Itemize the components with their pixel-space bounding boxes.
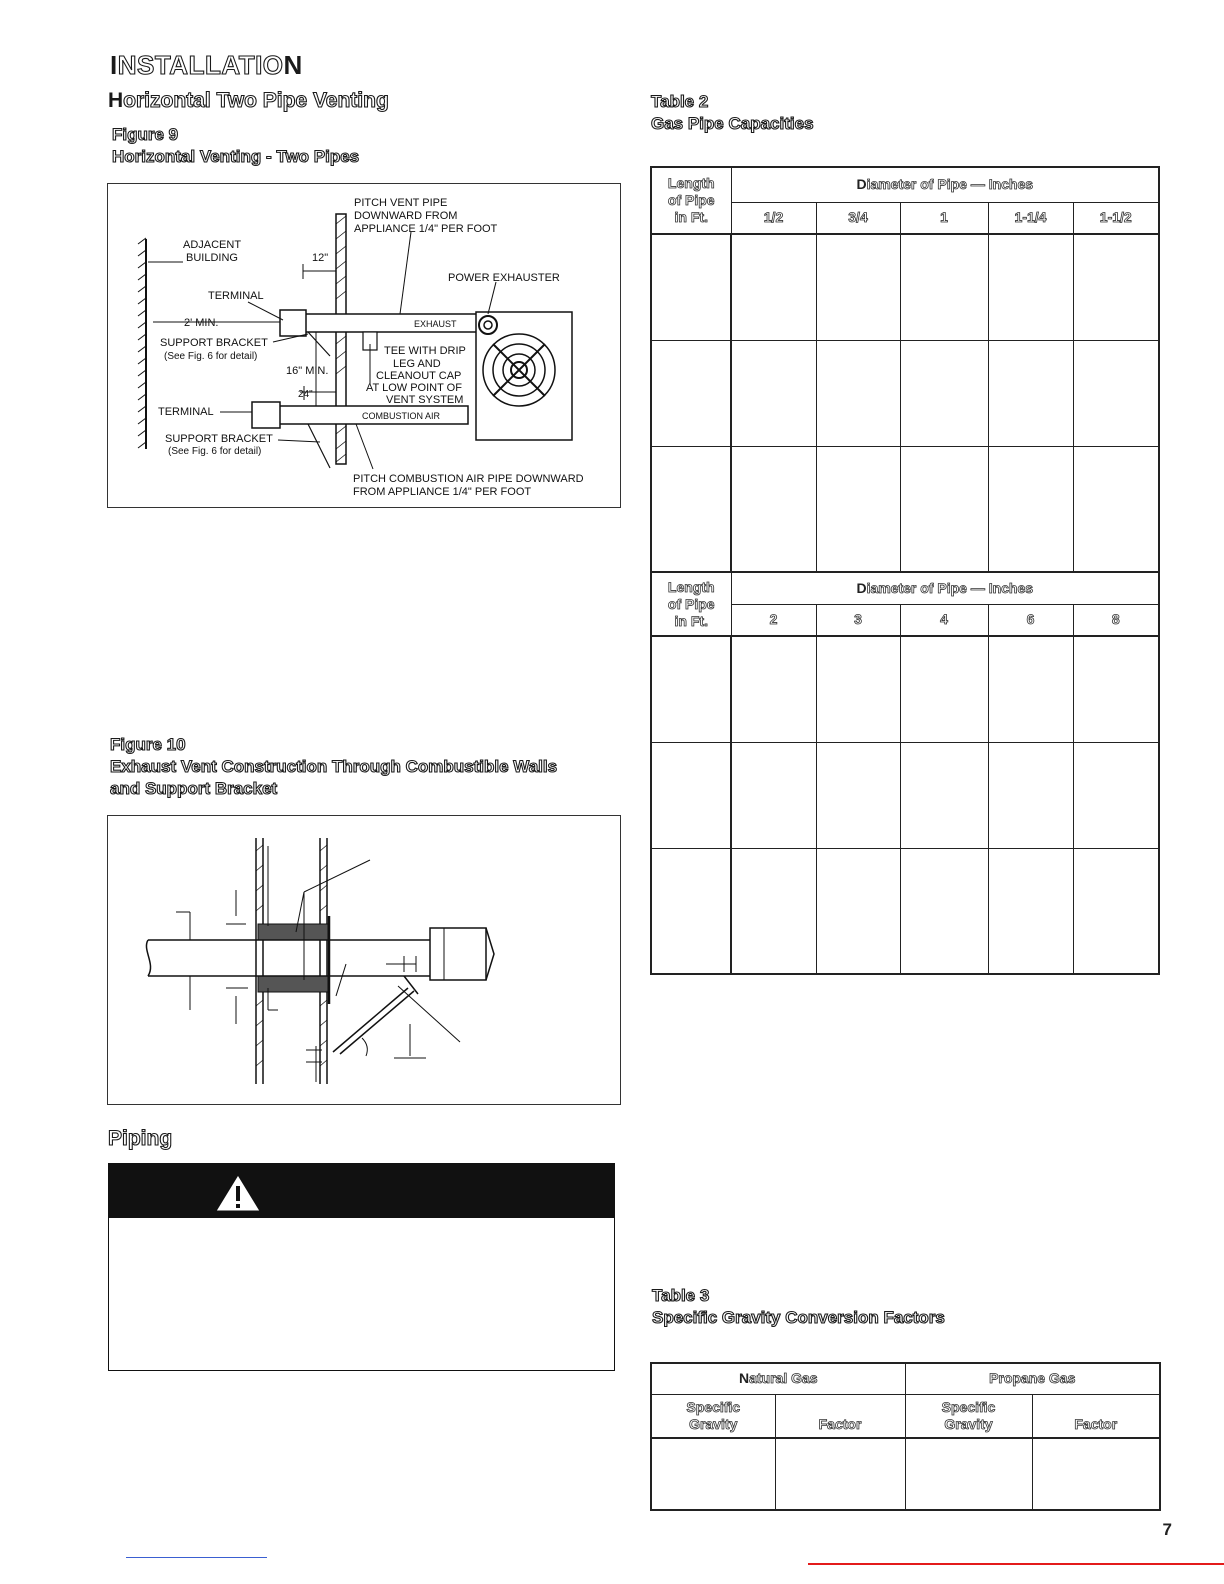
fig9-label-pitch-combustion: PITCH COMBUSTION AIR PIPE DOWNWARD — [353, 473, 584, 485]
fig9-label-support-bracket-1: SUPPORT BRACKET — [160, 337, 268, 349]
svg-text:VENT SYSTEM: VENT SYSTEM — [386, 394, 464, 406]
diameter-header-b: Diameter of Pipe — Inches — [731, 572, 1159, 604]
venting-heading: Horizontal Two Pipe Venting — [108, 89, 389, 112]
specific-gravity-header: Specific Gravity — [905, 1394, 1032, 1438]
fig9-label-exhaust: EXHAUST — [414, 319, 457, 329]
fig9-dim-16: 16" MIN. — [286, 365, 329, 377]
size-header: 3/4 — [816, 202, 900, 234]
fig9-dim-12: 12" — [312, 252, 329, 264]
svg-text:(See Fig. 6 for detail): (See Fig. 6 for detail) — [164, 351, 258, 362]
natural-gas-header: Natural Gas — [651, 1363, 905, 1394]
svg-text:(See Fig. 6 for detail): (See Fig. 6 for detail) — [168, 446, 262, 457]
table2-caption: Table 2 Gas Pipe Capacities — [651, 92, 814, 133]
figure10-box — [107, 815, 621, 1105]
size-header: 1/2 — [731, 202, 816, 234]
size-header: 2 — [731, 604, 816, 636]
svg-text:CLEANOUT CAP: CLEANOUT CAP — [376, 370, 462, 382]
fig9-label-adjacent: ADJACENT — [183, 239, 242, 251]
factor-header: Factor — [775, 1394, 905, 1438]
size-header: 1-1/4 — [988, 202, 1073, 234]
size-header: 1-1/2 — [1073, 202, 1159, 234]
page-number: 7 — [1162, 1520, 1172, 1539]
fig9-label-tee: TEE WITH DRIP — [384, 345, 466, 357]
table3-caption: Table 3 Specific Gravity Conversion Factors — [652, 1286, 945, 1327]
fig9-dim-24: 24" — [298, 389, 313, 400]
gas-pipe-capacities-table — [650, 166, 1160, 975]
length-header-a: Length of Pipe in Ft. — [651, 167, 731, 234]
svg-text:AT LOW POINT OF: AT LOW POINT OF — [366, 382, 462, 394]
size-header: 4 — [900, 604, 988, 636]
size-header: 1 — [900, 202, 988, 234]
table-row — [651, 742, 1159, 848]
table-row — [651, 848, 1159, 974]
length-header-b: Length of Pipe in Ft. — [651, 572, 731, 636]
svg-text:DOWNWARD FROM: DOWNWARD FROM — [354, 210, 458, 222]
propane-gas-header: Propane Gas — [905, 1363, 1160, 1394]
svg-text:BUILDING: BUILDING — [186, 252, 238, 264]
figure10-diagram — [108, 816, 620, 1104]
fig9-label-terminal-1: TERMINAL — [208, 290, 264, 302]
footer-accent-rule — [808, 1563, 1224, 1565]
svg-text:LEG AND: LEG AND — [393, 358, 441, 370]
specific-gravity-table — [650, 1362, 1161, 1511]
fig9-label-terminal-2: TERMINAL — [158, 406, 214, 418]
svg-text:APPLIANCE 1/4" PER FOOT: APPLIANCE 1/4" PER FOOT — [354, 223, 498, 235]
size-header: 3 — [816, 604, 900, 636]
fig9-label-support-bracket-2: SUPPORT BRACKET — [165, 433, 273, 445]
fig9-label-power-exhauster: POWER EXHAUSTER — [448, 272, 560, 284]
size-header: 8 — [1073, 604, 1159, 636]
size-header: 6 — [988, 604, 1073, 636]
piping-heading: Piping — [108, 1127, 173, 1150]
section-title: INSTALLATION — [110, 50, 303, 80]
figure9-diagram — [108, 184, 620, 507]
diameter-header-a: Diameter of Pipe — Inches — [731, 167, 1159, 202]
fig9-label-combustion-air: COMBUSTION AIR — [362, 411, 441, 421]
figure10-caption: Figure 10 Exhaust Vent Construction Through Combustible Walls and Support Bracket — [110, 735, 558, 798]
fig9-label-2-min: 2' MIN. — [184, 317, 219, 329]
footer-link-rule — [126, 1557, 267, 1558]
specific-gravity-header: Specific Gravity — [651, 1394, 775, 1438]
warning-banner — [108, 1163, 615, 1218]
table-row — [651, 234, 1159, 340]
warning-body — [108, 1218, 615, 1371]
figure9-box — [107, 183, 621, 508]
fig9-label-pitch-vent: PITCH VENT PIPE — [354, 197, 448, 209]
factor-header: Factor — [1032, 1394, 1160, 1438]
table-row — [651, 340, 1159, 446]
table-row — [651, 636, 1159, 742]
svg-text:FROM APPLIANCE 1/4" PER FOOT: FROM APPLIANCE 1/4" PER FOOT — [353, 486, 532, 498]
warning-triangle-icon — [214, 1173, 262, 1213]
figure9-caption: Figure 9 Horizontal Venting - Two Pipes — [112, 125, 360, 166]
table-row — [651, 446, 1159, 572]
table-row — [651, 1438, 1160, 1510]
